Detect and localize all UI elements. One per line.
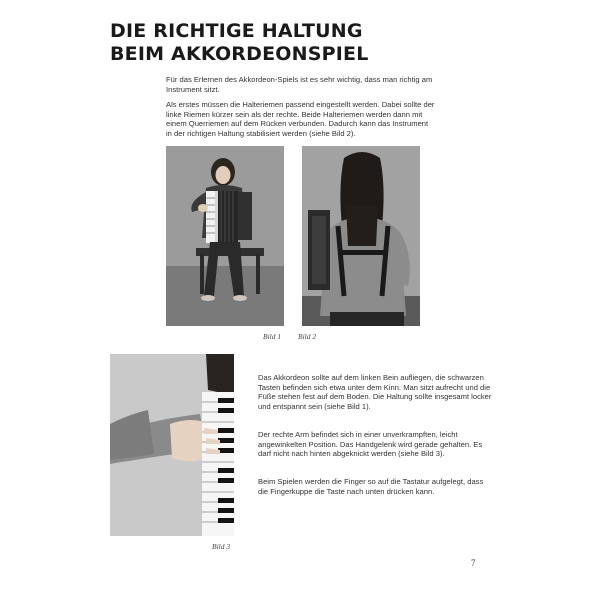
- photo-bild-2: [302, 146, 420, 326]
- page-title: [110, 20, 369, 66]
- posture-paragraph: Das Akkordeon sollte auf dem linken Bein aufliegen, die schwarzen Tasten befinden sich etwa unter dem Kinn. Man sitzt aufrecht und die Füße stehen fest auf dem Boden. Die Haltung sollte insgesamt locker und entspannt sein (siehe Bild 1).: [258, 373, 492, 411]
- arm-paragraph: Der rechte Arm befindet sich in einer unverkrampften, leicht angewinkelten Position. Das Handgelenk wird gerade gehalten. Es darf nicht nach hinten abgeknickt werden (siehe Bild 3).: [258, 430, 483, 459]
- strap-paragraph: Als erstes müssen die Halteriemen passend eingestellt werden. Dabei sollte der linke Riemen kürzer sein als der rechte. Beide Halteriemen werden dann mit einem Querriemen auf dem Rücken verbunden. Dadurch kann das Instrument in der richtigen Haltung stabilisiert werden (siehe Bild 2).: [166, 100, 435, 138]
- title-line-2: BEIM AKKORDEONSPIEL: [110, 43, 369, 65]
- title-line-1: DIE RICHTIGE HALTUNG: [110, 20, 363, 42]
- caption-bild-2: Bild 2: [298, 332, 317, 341]
- caption-bild-3: Bild 3: [212, 542, 231, 551]
- intro-paragraph: Für das Erlernen des Akkordeon-Spiels ist es sehr wichtig, dass man richtig am Instrument sitzt.: [166, 75, 433, 94]
- finger-paragraph: Beim Spielen werden die Finger so auf die Tastatur aufgelegt, dass die Fingerkuppe die Taste nach unten drücken kann.: [258, 477, 484, 496]
- page-number: 7: [471, 558, 476, 568]
- photo-bild-3: [110, 354, 234, 536]
- photo-bild-1: [166, 146, 284, 326]
- caption-bild-1: Bild 1: [263, 332, 282, 341]
